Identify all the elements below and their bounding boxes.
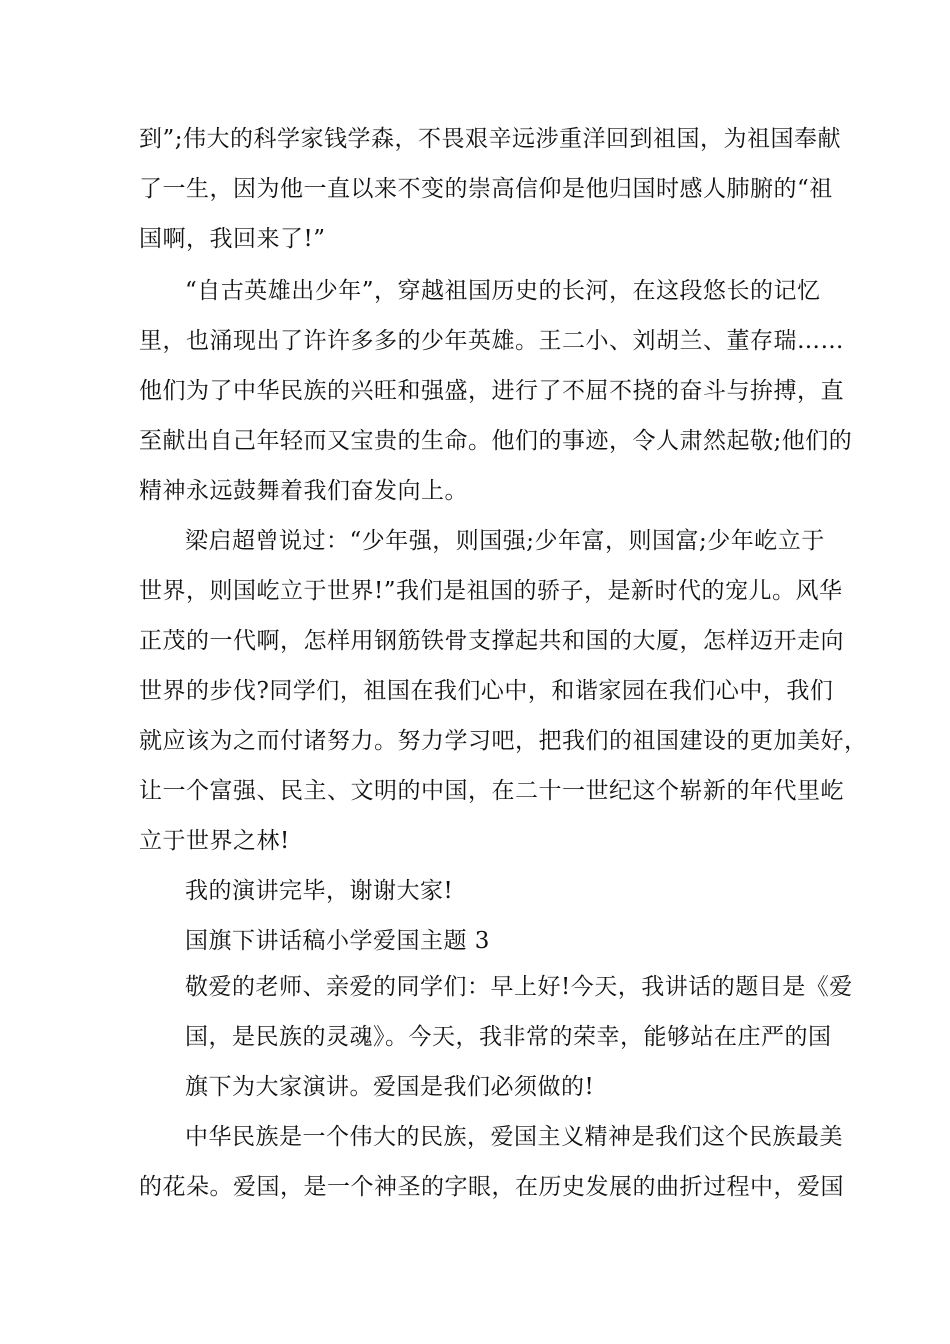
text-line: 敬爱的老师、亲爱的同学们：早上好!今天，我讲话的题目是《爱 [185,974,853,1000]
text-line: 国啊，我回来了!” [139,226,326,252]
text-line: 到”;伟大的科学家钱学森，不畏艰辛远涉重洋回到祖国，为祖国奉献 [139,126,842,152]
text-line: 了一生，因为他一直以来不变的崇高信仰是他归国时感人肺腑的“祖 [139,176,833,202]
text-line: 世界的步伐?同学们，祖国在我们心中，和谐家园在我们心中，我们 [139,678,834,704]
section-heading: 国旗下讲话稿小学爱国主题 3 [185,928,490,954]
text-line: 里，也涌现出了许许多多的少年英雄。王二小、刘胡兰、董存瑞…… [139,328,844,354]
text-line: 至献出自己年轻而又宝贵的生命。他们的事迹，令人肃然起敬;他们的 [139,428,853,454]
text-line: 让一个富强、民主、文明的中国，在二十一世纪这个崭新的年代里屹 [139,778,844,804]
text-line: “自古英雄出少年”，穿越祖国历史的长河，在这段悠长的记忆 [185,278,821,304]
text-line: 世界，则国屹立于世界!”我们是祖国的骄子，是新时代的宠儿。风华 [139,578,843,604]
text-line: 中华民族是一个伟大的民族，爱国主义精神是我们这个民族最美 [185,1124,843,1150]
text-line: 立于世界之林! [139,828,290,854]
text-line: 精神永远鼓舞着我们奋发向上。 [139,478,468,504]
text-line: 的花朵。爱国，是一个神圣的字眼，在历史发展的曲折过程中，爱国 [139,1174,844,1200]
text-line: 就应该为之而付诸努力。努力学习吧，把我们的祖国建设的更加美好， [139,728,868,754]
text-line: 国，是民族的灵魂》。今天，我非常的荣幸，能够站在庄严的国 [185,1024,832,1050]
text-line: 我的演讲完毕，谢谢大家! [185,878,454,904]
text-line: 正茂的一代啊，怎样用钢筋铁骨支撑起共和国的大厦，怎样迈开走向 [139,628,844,654]
text-line: 旗下为大家演讲。爱国是我们必须做的! [185,1074,595,1100]
text-line: 他们为了中华民族的兴旺和强盛，进行了不屈不挠的奋斗与拚搏，直 [139,378,844,404]
text-line: 梁启超曾说过：“少年强，则国强;少年富，则国富;少年屹立于 [185,528,825,554]
